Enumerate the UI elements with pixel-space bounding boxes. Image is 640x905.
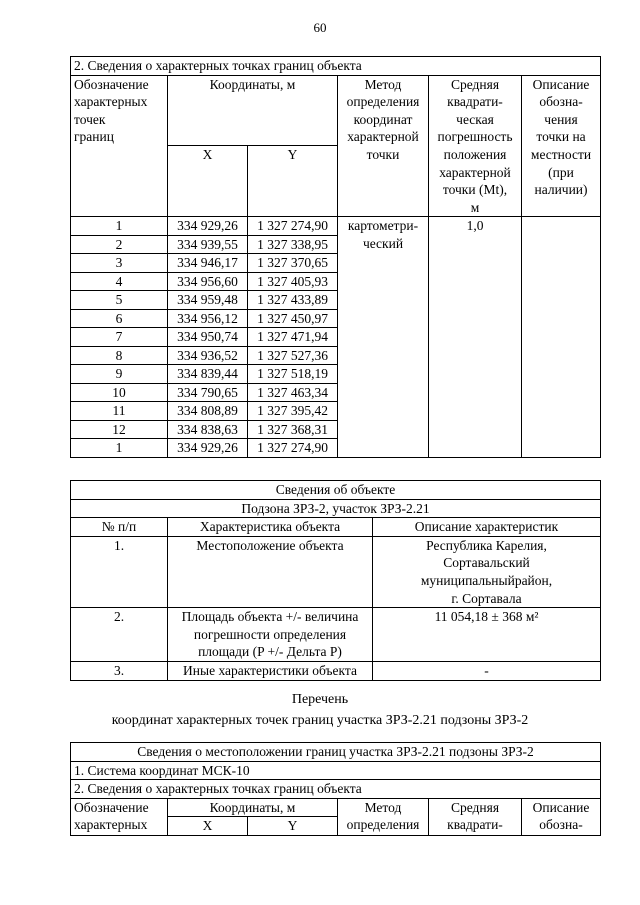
- point-number-cell: 5: [71, 291, 168, 310]
- point-number-cell: 8: [71, 346, 168, 365]
- coord-x-cell: 334 808,89: [168, 402, 248, 421]
- row-number-cell: 1.: [71, 536, 168, 607]
- point-number-cell: 10: [71, 383, 168, 402]
- list-heading-subtitle: координат характерных точек границ участка ЗРЗ-2.21 подзоны ЗРЗ-2: [111, 713, 529, 728]
- header-number: № п/п: [71, 518, 168, 537]
- coord-y-cell: 1 327 518,19: [248, 365, 338, 384]
- table-row: [71, 608, 601, 662]
- coord-x-cell: 334 838,63: [168, 420, 248, 439]
- coord-x-cell: 334 929,26: [168, 217, 248, 236]
- header-error: Средняя квадрати-: [429, 798, 522, 835]
- coord-x-cell: 334 929,26: [168, 439, 248, 458]
- coord-y-cell: 1 327 338,95: [248, 235, 338, 254]
- header-description: Описание обозна- чения точки на местности (при наличии): [522, 75, 601, 217]
- header-error: Средняя квадрати- ческая погрешность положения характерной точки (Mt), м: [429, 75, 522, 217]
- coord-x-cell: 334 959,48: [168, 291, 248, 310]
- characteristic-points-row: 2. Сведения о характерных точках границ объекта: [71, 780, 601, 799]
- header-coords: Координаты, м: [168, 75, 338, 146]
- object-info-subtitle: Подзона ЗРЗ-2, участок ЗРЗ-2.21: [71, 499, 601, 518]
- point-number-cell: 12: [71, 420, 168, 439]
- characteristic-cell: Иные характеристики объекта: [168, 661, 373, 680]
- coord-y-cell: 1 327 433,89: [248, 291, 338, 310]
- row-number-cell: 3.: [71, 661, 168, 680]
- header-designation: Обозначение характерных точек границ: [71, 75, 168, 217]
- coord-x-cell: 334 950,74: [168, 328, 248, 347]
- points-table: [70, 56, 601, 458]
- coord-y-cell: 1 327 370,65: [248, 254, 338, 273]
- coord-y-cell: 1 327 471,94: [248, 328, 338, 347]
- point-number-cell: 6: [71, 309, 168, 328]
- boundary-location-table: [70, 742, 601, 836]
- coord-y-cell: 1 327 450,97: [248, 309, 338, 328]
- coord-y-cell: 1 327 405,93: [248, 272, 338, 291]
- header-designation: Обозначение характерных: [71, 798, 168, 835]
- coord-x-cell: 334 939,55: [168, 235, 248, 254]
- header-x: X: [168, 817, 248, 836]
- point-number-cell: 1: [71, 439, 168, 458]
- coord-x-cell: 334 790,65: [168, 383, 248, 402]
- list-heading-title: Перечень: [291, 692, 349, 707]
- coord-y-cell: 1 327 368,31: [248, 420, 338, 439]
- header-y: Y: [248, 817, 338, 836]
- header-description: Описание обозна-: [522, 798, 601, 835]
- point-number-cell: 4: [71, 272, 168, 291]
- coord-x-cell: 334 946,17: [168, 254, 248, 273]
- point-number-cell: 7: [71, 328, 168, 347]
- object-info-title: Сведения об объекте: [71, 481, 601, 500]
- coord-x-cell: 334 936,52: [168, 346, 248, 365]
- characteristic-value-cell: Республика Карелия, Сортавальский муниципальныйрайон, г. Сортавала: [373, 536, 601, 607]
- header-y: Y: [248, 146, 338, 217]
- coord-y-cell: 1 327 395,42: [248, 402, 338, 421]
- coord-y-cell: 1 327 274,90: [248, 217, 338, 236]
- header-method: Метод определения координат характерной точки: [338, 75, 429, 217]
- point-number-cell: 1: [71, 217, 168, 236]
- method-cell: картометри- ческий: [338, 217, 429, 458]
- header-coords: Координаты, м: [168, 798, 338, 817]
- boundary-location-title: Сведения о местоположении границ участка ЗРЗ-2.21 подзоны ЗРЗ-2: [71, 743, 601, 762]
- table-row: [71, 536, 601, 607]
- header-x: X: [168, 146, 248, 217]
- row-number-cell: 2.: [71, 608, 168, 662]
- coordinate-system-row: 1. Система координат МСК-10: [71, 761, 601, 780]
- point-number-cell: 11: [71, 402, 168, 421]
- characteristic-cell: Площадь объекта +/- величина погрешности определения площади (P +/- Дельта P): [168, 608, 373, 662]
- header-method: Метод определения: [338, 798, 429, 835]
- coord-y-cell: 1 327 527,36: [248, 346, 338, 365]
- header-characteristic: Характеристика объекта: [168, 518, 373, 537]
- point-number-cell: 2: [71, 235, 168, 254]
- characteristic-cell: Местоположение объекта: [168, 536, 373, 607]
- error-cell: 1,0: [429, 217, 522, 458]
- point-number-cell: 9: [71, 365, 168, 384]
- page-number: 60: [313, 20, 327, 35]
- characteristic-value-cell: -: [373, 661, 601, 680]
- description-cell: [522, 217, 601, 458]
- object-info-table: [70, 480, 601, 681]
- coord-x-cell: 334 956,60: [168, 272, 248, 291]
- table-row: [71, 661, 601, 680]
- coord-x-cell: 334 839,44: [168, 365, 248, 384]
- section-title: 2. Сведения о характерных точках границ объекта: [71, 57, 601, 76]
- characteristic-value-cell: 11 054,18 ± 368 м²: [373, 608, 601, 662]
- coord-y-cell: 1 327 463,34: [248, 383, 338, 402]
- coord-y-cell: 1 327 274,90: [248, 439, 338, 458]
- point-number-cell: 3: [71, 254, 168, 273]
- coord-x-cell: 334 956,12: [168, 309, 248, 328]
- table-row: [71, 217, 601, 236]
- header-characteristic-description: Описание характеристик: [373, 518, 601, 537]
